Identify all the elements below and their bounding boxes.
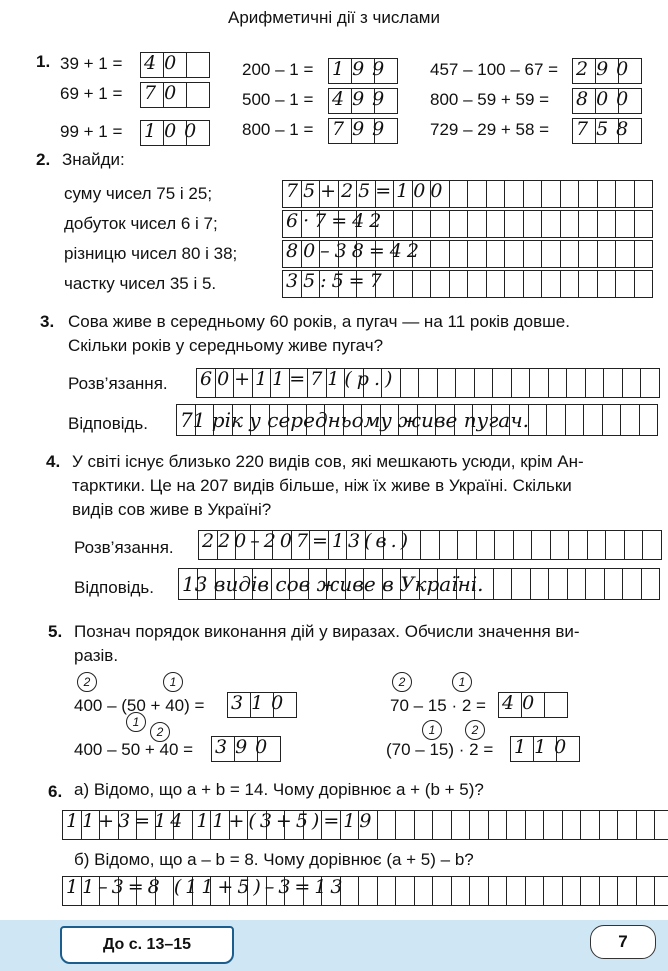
handwritten-answer: 71 рік у середньому живе пугач. (180, 408, 530, 432)
order-circle: 2 (150, 722, 170, 742)
handwritten-answer: 40 (502, 692, 543, 714)
order-circle: 2 (77, 672, 97, 692)
handwritten-answer: 80–38=42 (286, 240, 424, 262)
task2-heading: Знайди: (62, 150, 125, 169)
task1-number: 1. (36, 52, 51, 71)
answer-label: Відповідь. (68, 414, 149, 433)
task1-expr: 69 + 1 = (60, 84, 123, 103)
task6-b-text: б) Відомо, що a – b = 8. Чому дорівнює (a + 5) – b? (74, 850, 474, 869)
task4-number: 4. (46, 452, 61, 471)
order-circle: 1 (452, 672, 472, 692)
handwritten-work: 11+3=14 11+(3+5)=19 (66, 810, 376, 832)
handwritten-answer: 70 (144, 82, 185, 104)
handwritten-answer: 290 (576, 58, 637, 80)
handwritten-answer: 100 (144, 120, 205, 142)
task5-text: Познач порядок виконання дій у виразах. Обчисли значення ви- (74, 622, 580, 641)
task5-text: разів. (74, 646, 119, 665)
task2-label: суму чисел 75 і 25; (64, 184, 213, 203)
task3-text: Сова живе в середньому 60 років, а пугач — на 11 років довше. (68, 312, 570, 331)
solution-label: Розв’язання. (68, 374, 168, 393)
handwritten-answer: 199 (332, 58, 393, 80)
handwritten-solution: 220–207=13(в.) (202, 530, 413, 552)
handwritten-answer: 13 видів сов живе в Україні. (182, 572, 484, 596)
task5-expr: 400 – (50 + 40) = (74, 696, 205, 715)
task2-label: різницю чисел 80 і 38; (64, 244, 238, 263)
task1-expr: 99 + 1 = (60, 122, 123, 141)
task6-a-text: а) Відомо, що a + b = 14. Чому дорівнює a + (b + 5)? (74, 780, 484, 799)
handwritten-answer: 75+25=100 (286, 180, 448, 202)
task1-expr: 800 – 59 + 59 = (430, 90, 550, 109)
task4-text: тарктики. Це на 207 видів більше, ніж їх живе в Україні. Скільки (72, 476, 572, 495)
task2-number: 2. (36, 150, 51, 169)
order-circle: 1 (126, 712, 146, 732)
task3-number: 3. (40, 312, 55, 331)
handwritten-answer: 799 (332, 118, 393, 140)
task5-number: 5. (48, 622, 63, 641)
task1-expr: 200 – 1 = (242, 60, 314, 79)
order-circle: 1 (422, 720, 442, 740)
order-circle: 2 (392, 672, 412, 692)
solution-label: Розв’язання. (74, 538, 174, 557)
order-circle: 2 (465, 720, 485, 740)
task5-expr: 70 – 15 · 2 = (390, 696, 486, 715)
handwritten-answer: 110 (514, 736, 575, 758)
handwritten-answer: 35:5=7 (286, 270, 387, 292)
task4-text: У світі існує близько 220 видів сов, які мешкають усюди, крім Ан- (72, 452, 584, 471)
task3-text: Скільки років у середньому живе пугач? (68, 336, 384, 355)
page-number: 7 (590, 925, 656, 959)
page-reference-book: До с. 13–15 (60, 926, 234, 964)
answer-label: Відповідь. (74, 578, 155, 597)
task2-label: частку чисел 35 і 5. (64, 274, 217, 293)
handwritten-answer: 800 (576, 88, 637, 110)
task1-expr: 457 – 100 – 67 = (430, 60, 559, 79)
handwritten-answer: 758 (576, 118, 637, 140)
handwritten-answer: 6·7=42 (286, 210, 387, 232)
task6-number: 6. (48, 782, 63, 801)
handwritten-solution: 60+11=71(р.) (200, 368, 398, 390)
task1-expr: 729 – 29 + 58 = (430, 120, 550, 139)
task4-text: видів сов живе в Україні? (72, 500, 272, 519)
page-title: Арифметичні дії з числами (228, 8, 440, 27)
handwritten-answer: 499 (332, 88, 393, 110)
handwritten-answer: 310 (231, 692, 292, 714)
task2-label: добуток чисел 6 і 7; (64, 214, 218, 233)
handwritten-answer: 40 (144, 52, 185, 74)
task5-expr: 400 – 50 + 40 = (74, 740, 194, 759)
handwritten-work: 11–3=8 (11+5)–3=13 (66, 876, 347, 898)
task1-expr: 500 – 1 = (242, 90, 314, 109)
order-circle: 1 (163, 672, 183, 692)
task5-expr: (70 – 15) · 2 = (386, 740, 494, 759)
task1-expr: 39 + 1 = (60, 54, 123, 73)
task1-expr: 800 – 1 = (242, 120, 314, 139)
handwritten-answer: 390 (215, 736, 276, 758)
